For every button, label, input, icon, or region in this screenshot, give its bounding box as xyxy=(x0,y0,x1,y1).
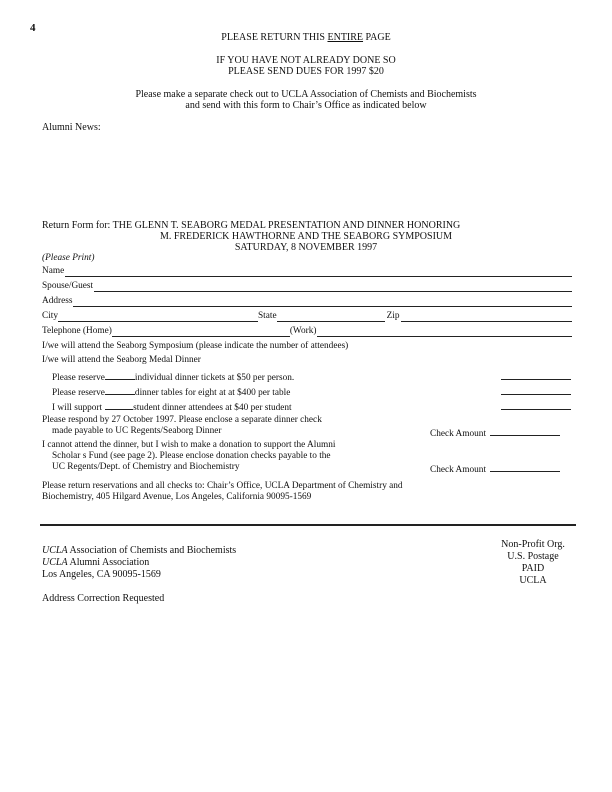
attend-dinner-text: I/we will attend the Seaborg Medal Dinner xyxy=(42,355,201,365)
dues-notice-line-1: IF YOU HAVE NOT ALREADY DONE SO xyxy=(216,55,396,66)
mailer-org-rest-1: Association of Chemists and Biochemists xyxy=(67,545,237,556)
donation-line-3: UC Regents/Dept. of Chemistry and Biochemistry xyxy=(52,462,240,472)
city-label: City xyxy=(42,311,59,321)
telephone-row xyxy=(42,326,572,337)
check-amount-row-2 xyxy=(430,462,560,476)
check-amount-row-1 xyxy=(430,426,560,440)
reserve-tables-row xyxy=(52,385,290,399)
please-print-note: (Please Print) xyxy=(42,253,95,263)
respond-line-2: made payable to UC Regents/Seaborg Dinner xyxy=(52,426,222,436)
zip-field[interactable] xyxy=(401,312,572,322)
support-amount-field[interactable] xyxy=(501,400,571,410)
return-form-line-2: M. FREDERICK HAWTHORNE AND THE SEABORG SYMPOSIUM xyxy=(159,231,453,242)
zip-label: Zip xyxy=(386,311,400,321)
postage-line-1: Non-Profit Org. xyxy=(501,539,565,550)
reserve-tickets-post: individual dinner tickets at $50 per person. xyxy=(134,373,295,383)
ticket-count-field[interactable] xyxy=(105,370,135,380)
return-form-line-1: Return Form for: THE GLENN T. SEABORG MEDAL PRESENTATION AND DINNER HONORING xyxy=(42,220,461,231)
state-label: State xyxy=(258,311,277,321)
alumni-news-field[interactable] xyxy=(42,136,572,212)
state-field[interactable] xyxy=(277,312,385,322)
name-row xyxy=(42,266,572,277)
check-instructions-line-1: Please make a separate check out to UCLA Association of Chemists and Biochemists xyxy=(135,89,477,100)
alumni-news-label: Alumni News: xyxy=(42,122,101,133)
reserve-tables-pre: Please reserve xyxy=(52,388,105,398)
tables-amount-field[interactable] xyxy=(501,385,571,395)
address-label: Address xyxy=(42,296,73,306)
postage-line-3: PAID xyxy=(521,563,545,574)
address-field[interactable] xyxy=(73,297,572,307)
attend-symposium-text: I/we will attend the Seaborg Symposium (please indicate the number of attendees) xyxy=(42,341,349,351)
donation-line-1: I cannot attend the dinner, but I wish to make a donation to support the Alumni xyxy=(42,440,336,450)
table-count-field[interactable] xyxy=(105,385,135,395)
city-state-zip-row xyxy=(42,311,572,322)
reserve-tickets-row xyxy=(52,370,294,384)
mailer-org-italic-2: UCLA xyxy=(42,557,68,568)
spouse-field[interactable] xyxy=(94,282,572,292)
city-field[interactable] xyxy=(58,312,258,322)
page-number: 4 xyxy=(30,22,36,34)
mailer-org-line-1 xyxy=(42,545,236,557)
dinner-check-amount-field[interactable] xyxy=(490,426,560,436)
postage-indicia xyxy=(483,539,583,587)
postage-line-4: UCLA xyxy=(519,575,547,586)
support-post: student dinner attendees at $40 per student xyxy=(133,403,292,413)
spouse-row xyxy=(42,281,572,292)
return-heading-emphasis: ENTIRE xyxy=(327,32,364,43)
support-pre: I will support xyxy=(52,403,103,413)
section-divider xyxy=(40,524,576,526)
return-heading-post: PAGE xyxy=(363,32,391,43)
check-instructions-line-2: and send with this form to Chair’s Office as indicated below xyxy=(185,100,427,111)
telephone-home-label: Telephone (Home) xyxy=(42,326,112,336)
return-entire-heading xyxy=(0,32,612,44)
reserve-tickets-pre: Please reserve xyxy=(52,373,105,383)
support-students-row xyxy=(52,400,292,414)
check-amount-label-1: Check Amount xyxy=(430,429,487,439)
donation-line-2: Scholar s Fund (see page 2). Please enclose donation checks payable to the xyxy=(52,451,331,461)
telephone-work-label: (Work) xyxy=(289,326,317,336)
respond-line-1: Please respond by 27 October 1997. Please enclose a separate dinner check xyxy=(42,415,322,425)
spouse-label: Spouse/Guest xyxy=(42,281,94,291)
student-count-field[interactable] xyxy=(105,400,133,410)
return-note-line-1: Please return reservations and all checks to: Chair’s Office, UCLA Department of Chemistry and xyxy=(42,481,403,491)
tickets-amount-field[interactable] xyxy=(501,370,571,380)
telephone-home-field[interactable] xyxy=(112,327,290,337)
address-correction-note: Address Correction Requested xyxy=(42,593,165,604)
check-amount-label-2: Check Amount xyxy=(430,465,487,475)
dues-notice-line-2: PLEASE SEND DUES FOR 1997 $20 xyxy=(228,66,384,77)
return-form-line-3: SATURDAY, 8 NOVEMBER 1997 xyxy=(234,242,378,253)
mailer-org-italic-1: UCLA xyxy=(42,545,68,556)
postage-line-2: U.S. Postage xyxy=(507,551,559,562)
mailer-org-rest-2: Alumni Association xyxy=(67,557,150,568)
mailer-org-line-2 xyxy=(42,557,149,569)
name-label: Name xyxy=(42,266,65,276)
return-note-line-2: Biochemistry, 405 Hilgard Avenue, Los Angeles, California 90095-1569 xyxy=(42,492,312,502)
name-field[interactable] xyxy=(65,267,572,277)
return-heading-pre: PLEASE RETURN THIS xyxy=(221,32,328,43)
reserve-tables-post: dinner tables for eight at at $400 per table xyxy=(134,388,291,398)
mailer-city-line: Los Angeles, CA 90095-1569 xyxy=(42,569,161,580)
telephone-work-field[interactable] xyxy=(317,327,572,337)
address-row xyxy=(42,296,572,307)
donation-check-amount-field[interactable] xyxy=(490,462,560,472)
